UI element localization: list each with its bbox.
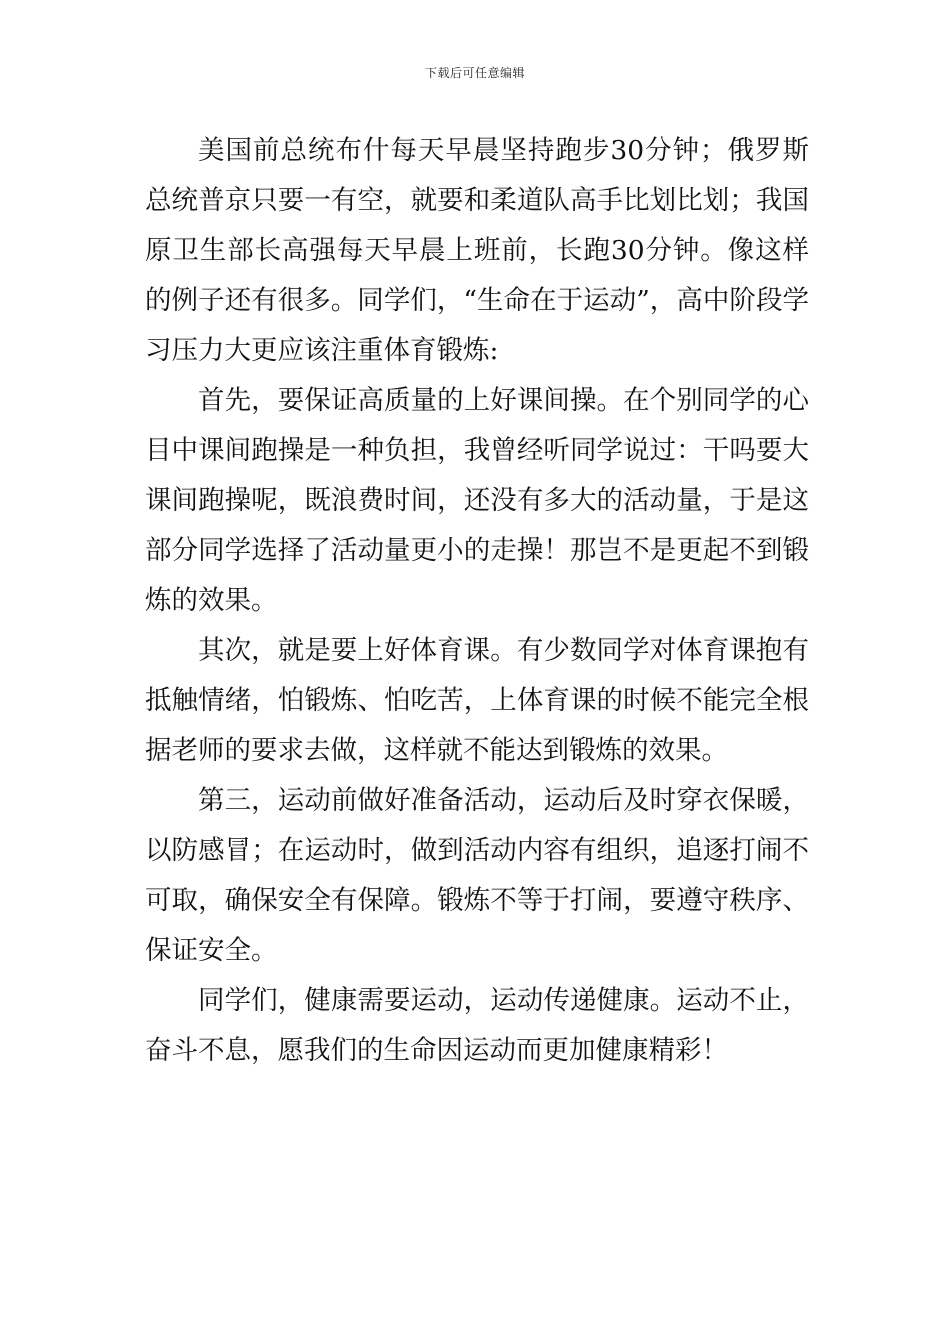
paragraph-intro: 美国前总统布什每天早晨坚持跑步30分钟；俄罗斯总统普京只要一有空，就要和柔道队高手比划比划；我国原卫生部长高强每天早晨上班前，长跑30分钟。像这样的例子还有很多。同学们，“生命在于运动”，高中阶段学习压力大更应该注重体育锻炼:	[145, 135, 809, 366]
paragraph-first-point: 首先，要保证高质量的上好课间操。在个别同学的心目中课间跑操是一种负担，我曾经听同学说过：干吗要大课间跑操呢，既浪费时间，还没有多大的活动量，于是这部分同学选择了活动量更小的走操！那岂不是更起不到锻炼的效果。	[145, 385, 809, 616]
paragraph-second-point: 其次，就是要上好体育课。有少数同学对体育课抱有抵触情绪，怕锻炼、怕吃苦，上体育课的时候不能完全根据老师的要求去做，这样就不能达到锻炼的效果。	[145, 635, 809, 766]
page-header: 下载后可任意编辑	[424, 66, 525, 80]
document-body	[145, 126, 809, 1076]
paragraph-conclusion: 同学们，健康需要运动，运动传递健康。运动不止，奋斗不息，愿我们的生命因运动而更加健康精彩！	[145, 985, 809, 1066]
paragraph-third-point: 第三，运动前做好准备活动，运动后及时穿衣保暖，以防感冒；在运动时，做到活动内容有组织，追逐打闹不可取，确保安全有保障。锻炼不等于打闹，要遵守秩序、保证安全。	[145, 785, 809, 966]
